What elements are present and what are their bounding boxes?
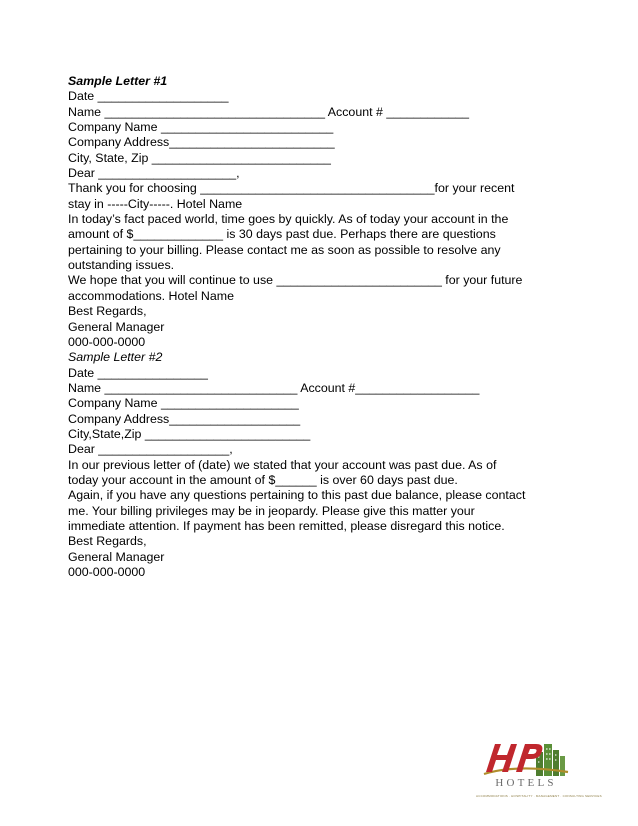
letter2-salutation: Dear ___________________, <box>68 442 233 457</box>
skyline-building <box>560 756 565 776</box>
letter1-salutation: Dear ____________________, <box>68 166 240 181</box>
letter1-phone: 000-000-0000 <box>68 334 146 349</box>
letter1-signature-title: General Manager <box>68 319 165 334</box>
letter1-city-state-zip-field: City, State, Zip __________________________ <box>68 150 331 165</box>
letter2-city-state-zip-field: City,State,Zip ________________________ <box>68 426 311 441</box>
logo-h-glyph <box>486 744 517 772</box>
letter2-closing: Best Regards, <box>68 534 147 549</box>
letter1-name-account-field: Name ________________________________ Account # ____________ <box>68 104 470 119</box>
letter2-phone: 000-000-0000 <box>68 565 146 579</box>
letter2-company-name-field: Company Name ____________________ <box>68 396 299 411</box>
skyline-building <box>553 750 559 776</box>
logo-tagline: ACCOMMODATIONS · HOSPITALITY · MANAGEMENT · CONSULTING SERVICES <box>476 794 602 798</box>
letter1-heading: Sample Letter #1 <box>68 74 168 88</box>
letter1-closing: Best Regards, <box>68 304 147 319</box>
skyline-building <box>544 744 552 776</box>
letter2-company-address-field: Company Address___________________ <box>68 411 301 426</box>
letter2-name-account-field: Name ____________________________ Account #__________________ <box>68 380 480 395</box>
letter1-date-field: Date ___________________ <box>68 89 229 104</box>
letter1-company-address-field: Company Address________________________ <box>68 135 335 150</box>
logo-wordmark: HOTELS <box>495 777 557 789</box>
letter2-date-field: Date ________________ <box>68 365 208 380</box>
letter2-heading: Sample Letter #2 <box>68 350 163 365</box>
letter1-company-name-field: Company Name _________________________ <box>68 120 334 135</box>
letter-text <box>68 74 528 580</box>
letter1-paragraph-thanks: Thank you for choosing __________________________________for your recent stay in -----City-----. Hotel Name <box>68 181 515 211</box>
letter1-paragraph-past-due: In today’s fact paced world, time goes by quickly. As of today your account in the amount of $_____________ is 30 days past due. Perhaps there are questions pertaining to your billing. Please contact me as soon as possible to resolve any outstanding issues. <box>68 212 509 273</box>
letter1-paragraph-future: We hope that you will continue to use ________________________ for your future accommodations. Hotel Name <box>68 273 523 303</box>
letter2-paragraph-past-due: In our previous letter of (date) we stated that your account was past due. As of today your account in the amount of $______ is over 60 days past due. <box>68 457 497 487</box>
hp-hotels-logo-icon <box>476 738 576 778</box>
letter2-paragraph-questions: Again, if you have any questions pertaining to this past due balance, please contact me. Your billing privileges may be in jeopardy. Please give this matter your immediate attention. If payment has been remitted, please disregard this notice. <box>68 488 526 533</box>
hp-hotels-logo <box>476 738 602 804</box>
letter2-signature-title: General Manager <box>68 549 165 564</box>
